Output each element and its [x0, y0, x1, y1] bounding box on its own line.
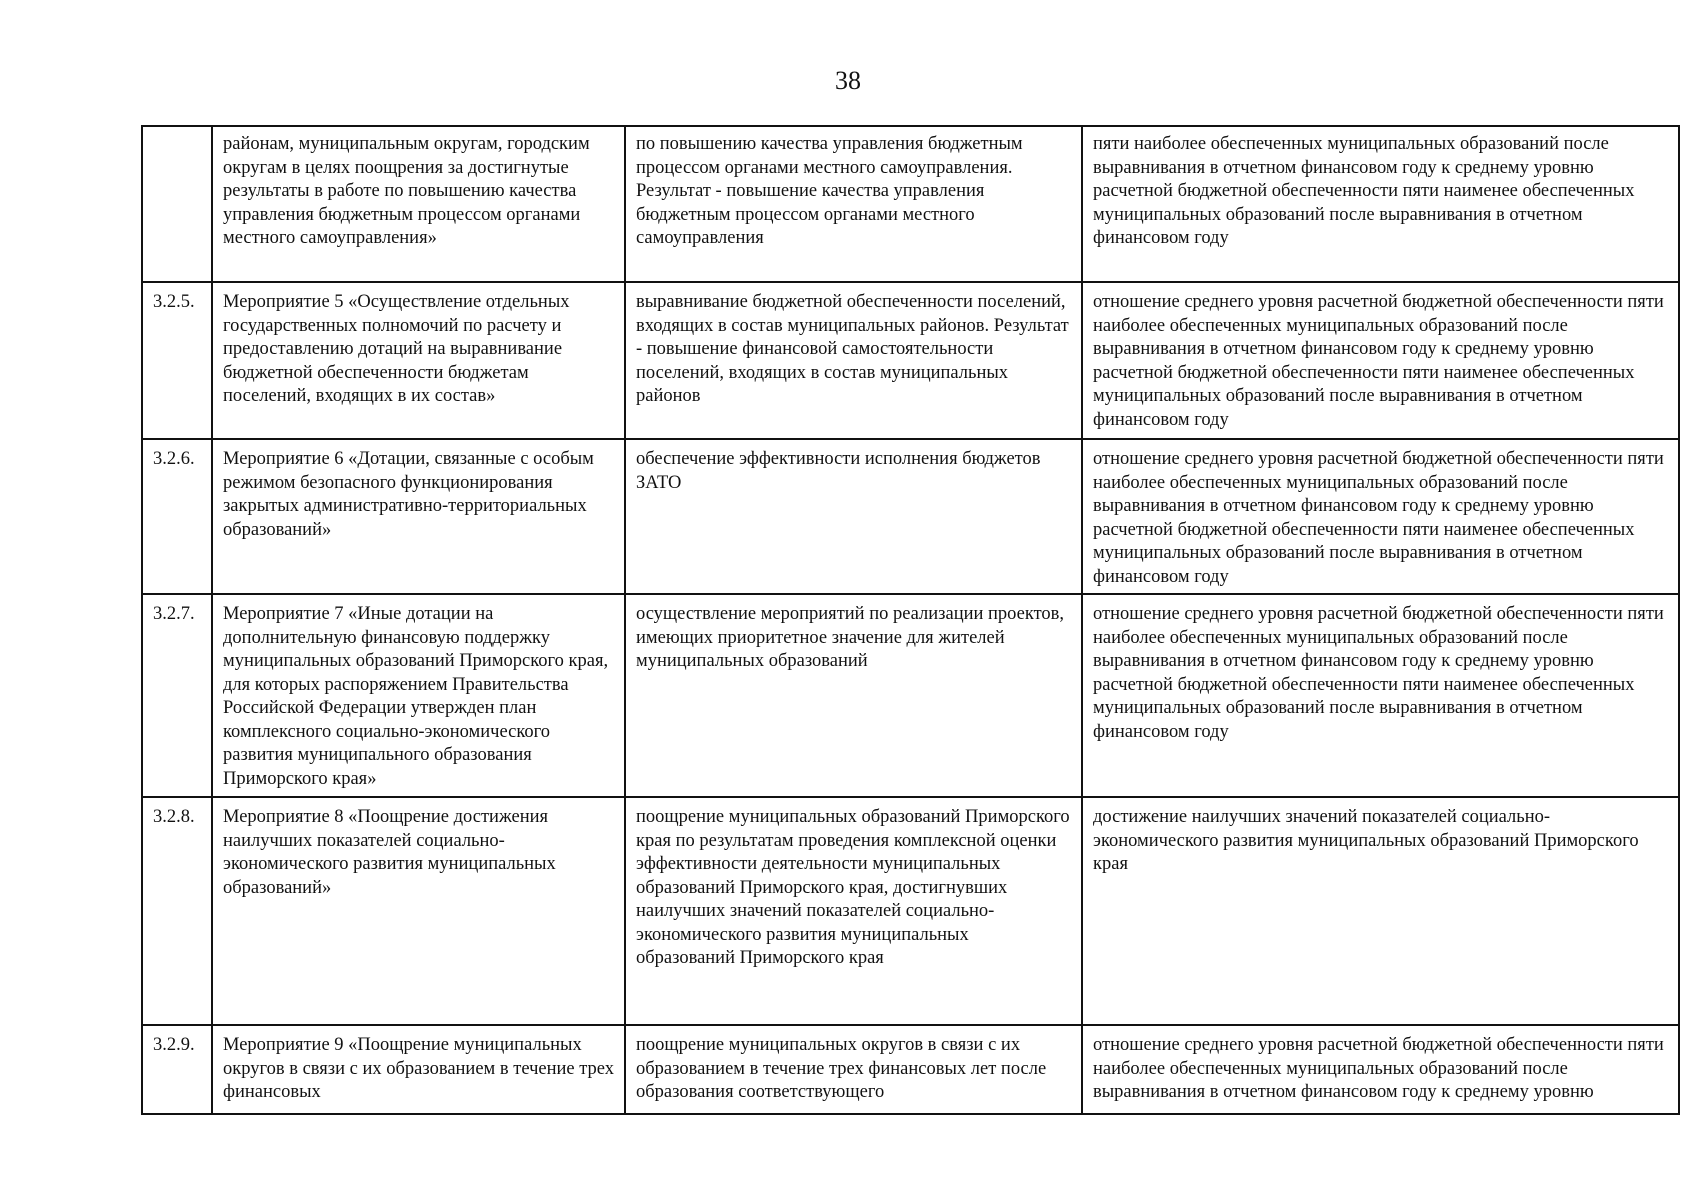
- row-number: [142, 126, 212, 282]
- measure-name: Мероприятие 5 «Осуществление отдельных государственных полномочий по расчету и предоставлению дотаций на выравнивание бюджетной обеспеченности бюджетам поселений, входящих в их состав»: [212, 282, 625, 439]
- measure-indicator: отношение среднего уровня расчетной бюджетной обеспеченности пяти наиболее обеспеченных муниципальных образований после выравнивания в отчетном финансовом году к среднему уровню расчетной бюджетной обеспеченности пяти наименее обеспеченных муниципальных образований после выравнивания в отчетном финансовом году: [1082, 439, 1679, 594]
- row-number: 3.2.5.: [142, 282, 212, 439]
- table-row: [142, 797, 1679, 1025]
- measure-name: Мероприятие 9 «Поощрение муниципальных округов в связи с их образованием в течение трех финансовых: [212, 1025, 625, 1114]
- measures-table: [141, 125, 1680, 1115]
- measure-name: Мероприятие 7 «Иные дотации на дополнительную финансовую поддержку муниципальных образований Приморского края, для которых распоряжением Правительства Российской Федерации утвержден план комплексного социально-экономического развития муниципального образования Приморского края»: [212, 594, 625, 797]
- measure-goal: по повышению качества управления бюджетным процессом органами местного самоуправления. Результат - повышение качества управления бюджетным процессом органами местного самоуправления: [625, 126, 1082, 282]
- measure-indicator: пяти наиболее обеспеченных муниципальных образований после выравнивания в отчетном финансовом году к среднему уровню расчетной бюджетной обеспеченности пяти наименее обеспеченных муниципальных образований после выравнивания в отчетном финансовом году: [1082, 126, 1679, 282]
- measure-goal: поощрение муниципальных округов в связи с их образованием в течение трех финансовых лет после образования соответствующего: [625, 1025, 1082, 1114]
- measure-indicator: достижение наилучших значений показателей социально-экономического развития муниципальных образований Приморского края: [1082, 797, 1679, 1025]
- table-row: [142, 126, 1679, 282]
- table-row: [142, 1025, 1679, 1114]
- table-row: [142, 439, 1679, 594]
- measure-goal: поощрение муниципальных образований Приморского края по результатам проведения комплексной оценки эффективности деятельности муниципальных образований Приморского края, достигнувших наилучших значений показателей социально-экономического развития муниципальных образований Приморского края: [625, 797, 1082, 1025]
- table-row: [142, 282, 1679, 439]
- table-row: [142, 594, 1679, 797]
- measure-name: районам, муниципальным округам, городским округам в целях поощрения за достигнутые результаты в работе по повышению качества управления бюджетным процессом органами местного самоуправления»: [212, 126, 625, 282]
- measure-goal: осуществление мероприятий по реализации проектов, имеющих приоритетное значение для жителей муниципальных образований: [625, 594, 1082, 797]
- row-number: 3.2.8.: [142, 797, 212, 1025]
- measure-goal: выравнивание бюджетной обеспеченности поселений, входящих в состав муниципальных районов. Результат - повышение финансовой самостоятельности поселений, входящих в состав муниципальных районов: [625, 282, 1082, 439]
- row-number: 3.2.9.: [142, 1025, 212, 1114]
- measure-indicator: отношение среднего уровня расчетной бюджетной обеспеченности пяти наиболее обеспеченных муниципальных образований после выравнивания в отчетном финансовом году к среднему уровню расчетной бюджетной обеспеченности пяти наименее обеспеченных муниципальных образований после выравнивания в отчетном финансовом году: [1082, 594, 1679, 797]
- measure-goal: обеспечение эффективности исполнения бюджетов ЗАТО: [625, 439, 1082, 594]
- measure-name: Мероприятие 8 «Поощрение достижения наилучших показателей социально-экономического развития муниципальных образований»: [212, 797, 625, 1025]
- page-number: 38: [835, 66, 861, 95]
- row-number: 3.2.7.: [142, 594, 212, 797]
- measure-name: Мероприятие 6 «Дотации, связанные с особым режимом безопасного функционирования закрытых административно-территориальных образований»: [212, 439, 625, 594]
- measure-indicator: отношение среднего уровня расчетной бюджетной обеспеченности пяти наиболее обеспеченных муниципальных образований после выравнивания в отчетном финансовом году к среднему уровню расчетной бюджетной обеспеченности пяти наименее обеспеченных муниципальных образований после выравнивания в отчетном финансовом году: [1082, 282, 1679, 439]
- measure-indicator: отношение среднего уровня расчетной бюджетной обеспеченности пяти наиболее обеспеченных муниципальных образований после выравнивания в отчетном финансовом году к среднему уровню: [1082, 1025, 1679, 1114]
- row-number: 3.2.6.: [142, 439, 212, 594]
